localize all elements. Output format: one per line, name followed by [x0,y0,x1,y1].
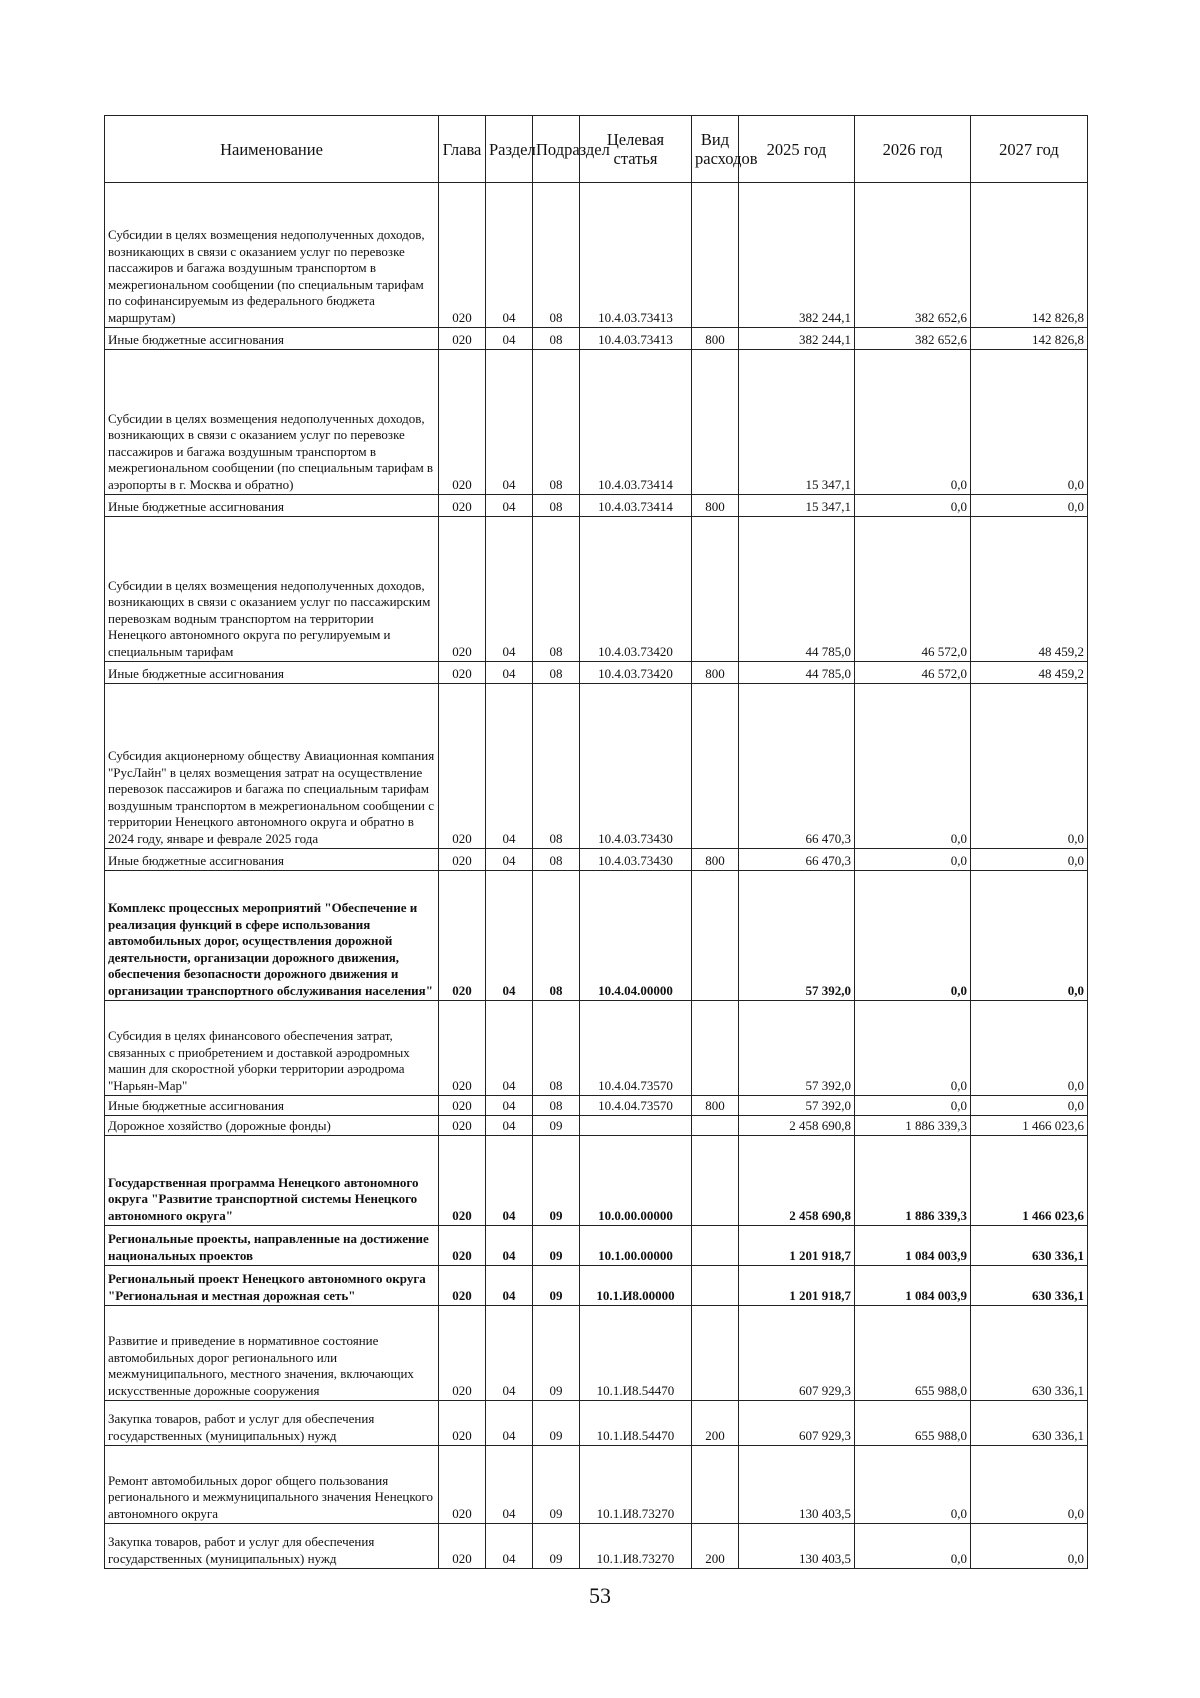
cell-name: Закупка товаров, работ и услуг для обеспечения государственных (муниципальных) нужд [105,1401,439,1446]
cell-name: Субсидии в целях возмещения недополученных доходов, возникающих в связи с оказанием услуг по пассажирским перевозкам водным транспортом на территории Ненецкого автономного округа по регулируемым и специальным тарифам [105,517,439,662]
cell-celevaya: 10.4.03.73413 [580,183,692,328]
cell-name: Дорожное хозяйство (дорожные фонды) [105,1116,439,1136]
cell-y2026: 46 572,0 [855,517,971,662]
table-row [105,849,1088,871]
cell-y2027: 1 466 023,6 [971,1116,1088,1136]
cell-podrazdel: 09 [533,1266,580,1306]
cell-vid: 800 [692,328,739,350]
cell-vid [692,350,739,495]
cell-y2026: 655 988,0 [855,1401,971,1446]
table-body [105,183,1088,1569]
cell-razdel: 04 [486,871,533,1001]
cell-y2027: 0,0 [971,1446,1088,1524]
cell-vid: 800 [692,495,739,517]
cell-y2025: 130 403,5 [739,1524,855,1569]
cell-y2026: 0,0 [855,849,971,871]
table-row [105,1136,1088,1226]
cell-celevaya [580,1116,692,1136]
cell-celevaya: 10.4.03.73420 [580,517,692,662]
header-vid: Вид расходов [692,116,739,183]
cell-name: Субсидии в целях возмещения недополученных доходов, возникающих в связи с оказанием услуг по перевозке пассажиров и багажа воздушным транспортом в межрегиональном сообщении (по специальным тарифам по софинансируемым из федерального бюджета маршрутам) [105,183,439,328]
cell-razdel: 04 [486,1446,533,1524]
cell-name: Комплекс процессных мероприятий "Обеспечение и реализация функций в сфере использования автомобильных дорог, осуществления дорожной деятельности, организации дорожного движения, обеспечения безопасности дорожного движения и организации транспортного обслуживания населения" [105,871,439,1001]
table-row [105,1524,1088,1569]
cell-celevaya: 10.1.И8.54470 [580,1401,692,1446]
cell-name: Ремонт автомобильных дорог общего пользования регионального и межмуниципального значения Ненецкого автономного округа [105,1446,439,1524]
cell-vid [692,1116,739,1136]
cell-podrazdel: 08 [533,871,580,1001]
cell-y2025: 57 392,0 [739,1096,855,1116]
cell-razdel: 04 [486,350,533,495]
cell-vid: 200 [692,1524,739,1569]
header-2025: 2025 год [739,116,855,183]
cell-glava: 020 [439,517,486,662]
header-name: Наименование [105,116,439,183]
cell-razdel: 04 [486,684,533,849]
cell-celevaya: 10.4.04.73570 [580,1001,692,1096]
cell-glava: 020 [439,871,486,1001]
cell-y2027: 142 826,8 [971,183,1088,328]
cell-y2026: 382 652,6 [855,183,971,328]
cell-vid [692,183,739,328]
cell-name: Субсидия в целях финансового обеспечения затрат, связанных с приобретением и доставкой аэродромных машин для скоростной уборки территории аэродрома "Нарьян-Мар" [105,1001,439,1096]
cell-y2027: 1 466 023,6 [971,1136,1088,1226]
cell-name: Развитие и приведение в нормативное состояние автомобильных дорог регионального или межмуниципального, местного значения, включающих искусственные дорожные сооружения [105,1306,439,1401]
header-razdel: Раздел [486,116,533,183]
table-row [105,350,1088,495]
cell-glava: 020 [439,183,486,328]
cell-y2027: 142 826,8 [971,328,1088,350]
cell-y2026: 1 886 339,3 [855,1136,971,1226]
cell-celevaya: 10.1.И8.73270 [580,1446,692,1524]
cell-podrazdel: 08 [533,350,580,495]
cell-celevaya: 10.0.00.00000 [580,1136,692,1226]
cell-y2027: 0,0 [971,1524,1088,1569]
cell-celevaya: 10.1.00.00000 [580,1226,692,1266]
cell-y2027: 48 459,2 [971,517,1088,662]
header-2027: 2027 год [971,116,1088,183]
cell-name: Региональный проект Ненецкого автономного округа "Региональная и местная дорожная сеть" [105,1266,439,1306]
cell-celevaya: 10.1.И8.73270 [580,1524,692,1569]
cell-razdel: 04 [486,1096,533,1116]
cell-y2026: 0,0 [855,871,971,1001]
cell-name: Закупка товаров, работ и услуг для обеспечения государственных (муниципальных) нужд [105,1524,439,1569]
cell-y2026: 0,0 [855,1001,971,1096]
cell-vid: 800 [692,662,739,684]
cell-glava: 020 [439,1001,486,1096]
cell-celevaya: 10.4.03.73420 [580,662,692,684]
cell-vid: 200 [692,1401,739,1446]
cell-vid [692,1306,739,1401]
cell-name: Государственная программа Ненецкого автономного округа "Развитие транспортной системы Ненецкого автономного округа" [105,1136,439,1226]
cell-glava: 020 [439,1401,486,1446]
header-celevaya: Целевая статья [580,116,692,183]
cell-podrazdel: 08 [533,517,580,662]
cell-glava: 020 [439,328,486,350]
cell-name: Иные бюджетные ассигнования [105,662,439,684]
cell-y2025: 2 458 690,8 [739,1116,855,1136]
budget-table [104,115,1088,1569]
cell-podrazdel: 09 [533,1446,580,1524]
cell-podrazdel: 09 [533,1116,580,1136]
cell-y2025: 2 458 690,8 [739,1136,855,1226]
table-row [105,1096,1088,1116]
cell-razdel: 04 [486,1524,533,1569]
cell-glava: 020 [439,684,486,849]
cell-razdel: 04 [486,1001,533,1096]
table-row [105,1306,1088,1401]
cell-vid [692,1226,739,1266]
cell-y2025: 130 403,5 [739,1446,855,1524]
cell-glava: 020 [439,1116,486,1136]
cell-razdel: 04 [486,495,533,517]
cell-podrazdel: 09 [533,1524,580,1569]
cell-podrazdel: 09 [533,1306,580,1401]
cell-y2027: 0,0 [971,1096,1088,1116]
cell-y2025: 66 470,3 [739,849,855,871]
cell-razdel: 04 [486,1266,533,1306]
cell-glava: 020 [439,1524,486,1569]
cell-y2027: 0,0 [971,1001,1088,1096]
cell-name: Иные бюджетные ассигнования [105,849,439,871]
cell-podrazdel: 08 [533,495,580,517]
cell-y2026: 1 084 003,9 [855,1266,971,1306]
cell-razdel: 04 [486,1116,533,1136]
table-row [105,183,1088,328]
cell-y2025: 66 470,3 [739,684,855,849]
cell-vid [692,684,739,849]
cell-razdel: 04 [486,849,533,871]
cell-y2026: 0,0 [855,1446,971,1524]
cell-celevaya: 10.1.И8.00000 [580,1266,692,1306]
cell-razdel: 04 [486,183,533,328]
cell-y2027: 630 336,1 [971,1226,1088,1266]
cell-podrazdel: 09 [533,1401,580,1446]
cell-razdel: 04 [486,328,533,350]
cell-podrazdel: 08 [533,1096,580,1116]
cell-celevaya: 10.4.03.73414 [580,350,692,495]
cell-celevaya: 10.1.И8.54470 [580,1306,692,1401]
cell-name: Субсидия акционерному обществу Авиационная компания "РусЛайн" в целях возмещения затрат на осуществление перевозок пассажиров и багажа по специальным тарифам воздушным транспортом в межрегиональном сообщении с территории Ненецкого автономного округа и обратно в 2024 году, январе и феврале 2025 года [105,684,439,849]
cell-glava: 020 [439,1446,486,1524]
cell-y2026: 0,0 [855,350,971,495]
cell-y2025: 44 785,0 [739,662,855,684]
cell-y2025: 15 347,1 [739,350,855,495]
cell-podrazdel: 08 [533,1001,580,1096]
cell-vid [692,1001,739,1096]
cell-y2026: 0,0 [855,1096,971,1116]
cell-y2027: 0,0 [971,871,1088,1001]
cell-podrazdel: 09 [533,1226,580,1266]
cell-razdel: 04 [486,1401,533,1446]
cell-podrazdel: 08 [533,684,580,849]
cell-y2027: 0,0 [971,495,1088,517]
cell-vid [692,1136,739,1226]
cell-y2026: 1 084 003,9 [855,1226,971,1266]
cell-vid [692,517,739,662]
cell-name: Иные бюджетные ассигнования [105,1096,439,1116]
table-row [105,1401,1088,1446]
cell-razdel: 04 [486,517,533,662]
cell-y2025: 44 785,0 [739,517,855,662]
cell-y2026: 0,0 [855,1524,971,1569]
cell-celevaya: 10.4.04.00000 [580,871,692,1001]
cell-y2026: 0,0 [855,495,971,517]
cell-y2025: 382 244,1 [739,183,855,328]
cell-glava: 020 [439,1136,486,1226]
cell-podrazdel: 08 [533,328,580,350]
cell-celevaya: 10.4.03.73430 [580,849,692,871]
cell-vid [692,1446,739,1524]
cell-y2027: 630 336,1 [971,1306,1088,1401]
cell-y2025: 1 201 918,7 [739,1226,855,1266]
cell-celevaya: 10.4.04.73570 [580,1096,692,1116]
cell-y2027: 0,0 [971,849,1088,871]
cell-razdel: 04 [486,1306,533,1401]
cell-y2025: 1 201 918,7 [739,1266,855,1306]
cell-glava: 020 [439,350,486,495]
table-row [105,871,1088,1001]
cell-y2025: 57 392,0 [739,871,855,1001]
cell-glava: 020 [439,495,486,517]
cell-razdel: 04 [486,662,533,684]
cell-glava: 020 [439,1306,486,1401]
cell-name: Иные бюджетные ассигнования [105,328,439,350]
cell-vid [692,1266,739,1306]
cell-podrazdel: 08 [533,849,580,871]
cell-razdel: 04 [486,1136,533,1226]
cell-glava: 020 [439,1226,486,1266]
cell-y2026: 46 572,0 [855,662,971,684]
cell-y2025: 382 244,1 [739,328,855,350]
cell-y2025: 607 929,3 [739,1306,855,1401]
table-row [105,1116,1088,1136]
table-row [105,328,1088,350]
cell-y2025: 57 392,0 [739,1001,855,1096]
cell-glava: 020 [439,662,486,684]
cell-y2025: 607 929,3 [739,1401,855,1446]
cell-celevaya: 10.4.03.73414 [580,495,692,517]
cell-y2027: 0,0 [971,684,1088,849]
cell-podrazdel: 08 [533,662,580,684]
cell-y2027: 630 336,1 [971,1266,1088,1306]
cell-y2027: 630 336,1 [971,1401,1088,1446]
cell-celevaya: 10.4.03.73413 [580,328,692,350]
table-row [105,495,1088,517]
cell-y2026: 382 652,6 [855,328,971,350]
cell-name: Региональные проекты, направленные на достижение национальных проектов [105,1226,439,1266]
cell-y2027: 0,0 [971,350,1088,495]
cell-y2025: 15 347,1 [739,495,855,517]
cell-glava: 020 [439,849,486,871]
cell-podrazdel: 09 [533,1136,580,1226]
table-row [105,1266,1088,1306]
cell-y2026: 0,0 [855,684,971,849]
cell-y2026: 655 988,0 [855,1306,971,1401]
cell-podrazdel: 08 [533,183,580,328]
table-row [105,1446,1088,1524]
cell-glava: 020 [439,1266,486,1306]
header-row [105,116,1088,183]
table-row [105,684,1088,849]
page-number: 53 [589,1583,611,1608]
cell-vid: 800 [692,1096,739,1116]
cell-razdel: 04 [486,1226,533,1266]
table-row [105,517,1088,662]
cell-vid [692,871,739,1001]
cell-name: Субсидии в целях возмещения недополученных доходов, возникающих в связи с оказанием услуг по перевозке пассажиров и багажа воздушным транспортом в межрегиональном сообщении (по специальным тарифам в аэропорты в г. Москва и обратно) [105,350,439,495]
header-2026: 2026 год [855,116,971,183]
cell-glava: 020 [439,1096,486,1116]
table-row [105,662,1088,684]
table-row [105,1226,1088,1266]
table-row [105,1001,1088,1096]
header-podrazdel: Подраздел [533,116,580,183]
cell-celevaya: 10.4.03.73430 [580,684,692,849]
cell-vid: 800 [692,849,739,871]
header-glava: Глава [439,116,486,183]
cell-y2027: 48 459,2 [971,662,1088,684]
cell-name: Иные бюджетные ассигнования [105,495,439,517]
cell-y2026: 1 886 339,3 [855,1116,971,1136]
